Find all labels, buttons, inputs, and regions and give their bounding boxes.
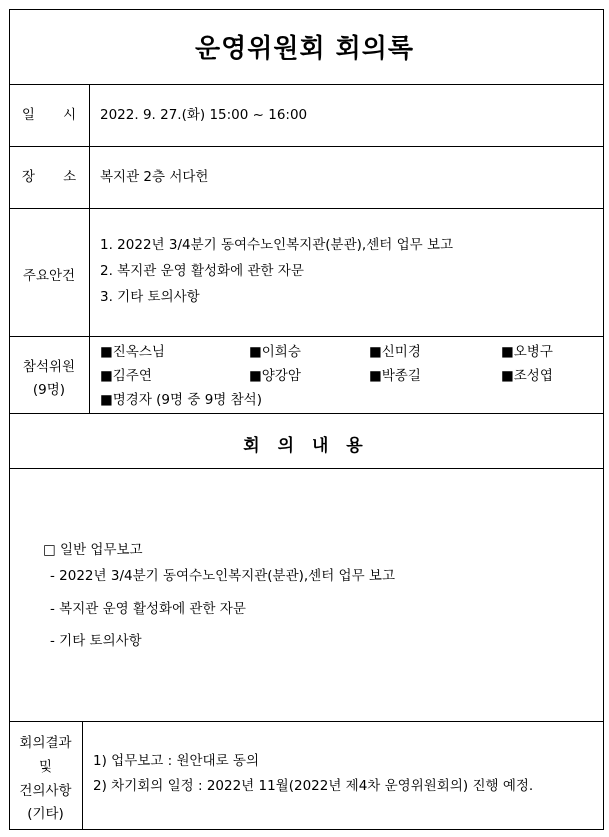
content-item: - 복지관 운영 활성화에 관한 자문	[50, 601, 246, 617]
attendee-name: ■진옥스님	[100, 344, 165, 360]
attendee-name: ■이희승	[249, 344, 301, 360]
results-label: 건의사항	[19, 783, 72, 799]
row-divider	[9, 208, 604, 209]
attendees-label: 참석위원	[22, 359, 76, 375]
agenda-item: 2. 복지관 운영 활성화에 관한 자문	[100, 263, 304, 279]
results-label: 및	[38, 759, 53, 775]
row-divider	[9, 146, 604, 147]
attendee-name: ■김주연	[100, 368, 152, 384]
result-item: 1) 업무보고 : 원안대로 동의	[93, 753, 259, 769]
results-label: (기타)	[27, 806, 64, 822]
page-title: 운영위원회 회의록	[195, 34, 414, 64]
agenda-label: 주요안건	[22, 268, 76, 284]
column-divider	[82, 721, 83, 830]
attendee-name: ■양강암	[249, 368, 301, 384]
row-divider	[9, 468, 604, 469]
date-value: 2022. 9. 27.(화) 15:00 ~ 16:00	[100, 107, 308, 123]
results-label: 회의결과	[19, 735, 72, 751]
place-label: 장 소	[21, 169, 77, 185]
attendee-name: ■신미경	[369, 344, 421, 360]
attendees-count: (9명)	[32, 382, 66, 398]
row-divider	[9, 336, 604, 337]
column-divider	[89, 84, 90, 413]
content-item: - 기타 토의사항	[50, 633, 142, 649]
attendee-summary: ■명경자 (9명 중 9명 참석)	[100, 392, 262, 408]
row-divider	[9, 84, 604, 85]
place-value: 복지관 2층 서다헌	[100, 169, 209, 185]
date-label: 일 시	[21, 107, 77, 123]
row-divider	[9, 413, 604, 414]
agenda-item: 3. 기타 토의사항	[100, 289, 200, 305]
row-divider	[9, 721, 604, 722]
minutes-table	[9, 9, 604, 830]
content-section: □ 일반 업무보고	[43, 542, 143, 558]
attendee-name: ■조성엽	[501, 368, 553, 384]
attendee-name: ■박종길	[369, 368, 421, 384]
content-item: - 2022년 3/4분기 동여수노인복지관(분관),센터 업무 보고	[50, 568, 396, 584]
agenda-item: 1. 2022년 3/4분기 동여수노인복지관(분관),센터 업무 보고	[100, 237, 454, 253]
result-item: 2) 차기회의 일정 : 2022년 11월(2022년 제4차 운영위원회의) 진행 예정.	[93, 778, 534, 794]
attendee-name: ■오병구	[501, 344, 553, 360]
content-heading: 회 의 내 용	[243, 436, 369, 456]
